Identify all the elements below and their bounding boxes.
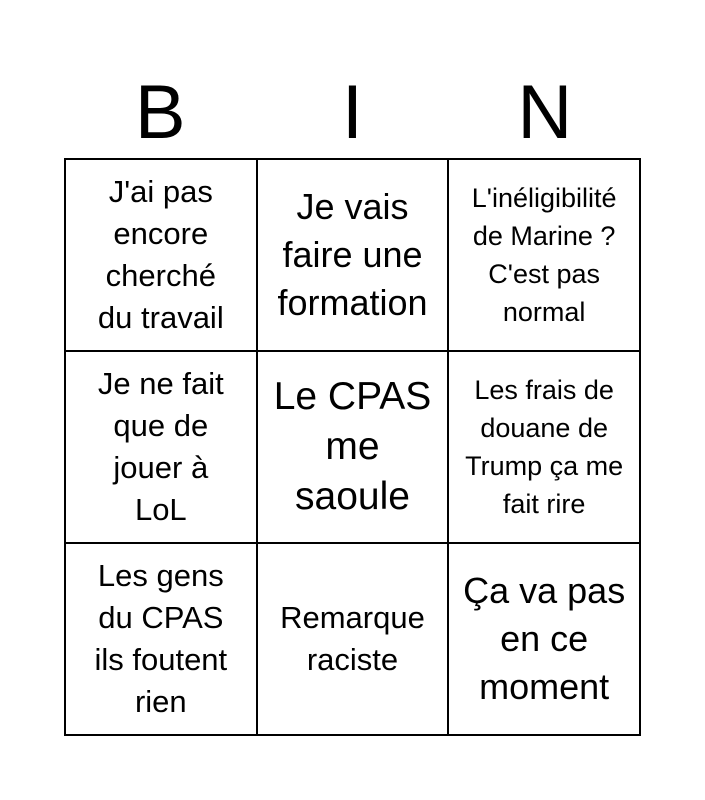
bingo-cell[interactable] <box>258 160 450 352</box>
cell-text: Les gens du CPAS ils foutent rien <box>94 558 228 719</box>
cell-text: Je ne fait que de jouer à LoL <box>97 366 224 527</box>
cell-text: Remarque raciste <box>280 600 425 677</box>
bingo-cell[interactable] <box>449 544 641 736</box>
bingo-cell[interactable] <box>66 352 258 544</box>
header-letter-n: N <box>517 70 573 155</box>
bingo-cell[interactable] <box>258 544 450 736</box>
bingo-cell[interactable] <box>449 352 641 544</box>
cell-text: L'inéligibilité de Marine ? C'est pas normal <box>471 183 617 327</box>
header-letter-b: B <box>134 70 186 155</box>
cell-text: Je vais faire une formation <box>277 186 428 323</box>
bingo-cell[interactable] <box>258 352 450 544</box>
bingo-grid <box>64 158 641 736</box>
cell-text: Les frais de douane de Trump ça me fait rire <box>465 375 624 519</box>
cell-text: Ça va pas en ce moment <box>463 570 626 707</box>
bingo-header <box>64 70 641 156</box>
header-letter-i: I <box>341 70 364 155</box>
bingo-cell[interactable] <box>66 544 258 736</box>
bingo-cell[interactable] <box>449 160 641 352</box>
cell-text: J'ai pas encore cherché du travail <box>97 174 224 335</box>
bingo-cell[interactable] <box>66 160 258 352</box>
cell-text: Le CPAS me saoule <box>273 375 432 518</box>
